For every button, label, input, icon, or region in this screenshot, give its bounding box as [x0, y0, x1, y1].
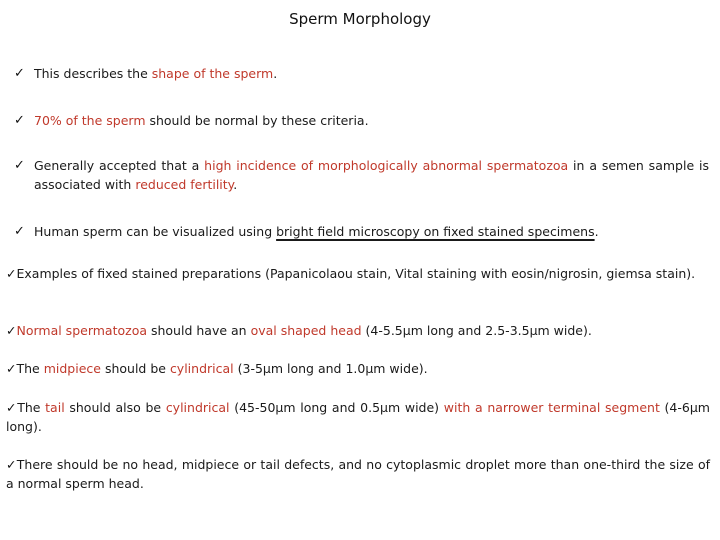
- highlighted-term: shape of the sperm: [151, 66, 274, 81]
- list-item: [6, 359, 710, 378]
- text-segment: .: [233, 177, 238, 192]
- text-segment: .: [594, 224, 599, 239]
- text-segment: The: [17, 400, 46, 415]
- underlined-term: bright field microscopy on fixed stained specimens: [276, 224, 595, 239]
- text-segment: Generally accepted that a: [34, 158, 205, 173]
- text-segment: should be: [100, 361, 170, 376]
- highlighted-term: reduced fertility: [135, 177, 234, 192]
- text-segment: Human sperm can be visualized using: [34, 224, 277, 239]
- highlighted-term: cylindrical: [165, 400, 230, 415]
- text-segment: (45-50µm long and 0.5µm wide): [229, 400, 444, 415]
- text-segment: (4-6µm long).: [6, 400, 710, 434]
- text-segment: Examples of fixed stained preparations (Papanicolaou stain, Vital staining with eosin/nigrosin, giemsa stain).: [16, 266, 696, 281]
- text-segment: (4-5.5µm long and 2.5-3.5µm wide).: [361, 323, 592, 338]
- highlighted-term: with a narrower terminal segment: [443, 400, 660, 415]
- highlighted-term: cylindrical: [169, 361, 234, 376]
- checkmark-icon: ✓: [14, 224, 25, 239]
- text-segment: This describes the: [34, 66, 152, 81]
- list-item: [6, 321, 710, 340]
- item-text: [34, 111, 709, 130]
- text-segment: should have an: [147, 323, 251, 338]
- item-text: [16, 361, 427, 376]
- checkmark-icon: ✓: [6, 361, 17, 376]
- text-segment: should also be: [64, 400, 166, 415]
- checkmark-icon: ✓: [6, 400, 18, 415]
- item-text: [34, 222, 709, 241]
- checkmark-icon: ✓: [6, 323, 17, 338]
- text-segment: in a semen sample is associated with: [34, 158, 709, 192]
- text-segment: should be normal by these criteria.: [145, 113, 369, 128]
- text-segment: (3-5µm long and 1.0µm wide).: [233, 361, 428, 376]
- text-segment: There should be no head, midpiece or tail defects, and no cytoplasmic droplet more than one-third the size of a normal sperm head.: [6, 457, 710, 491]
- text-segment: The: [16, 361, 44, 376]
- highlighted-term: oval shaped head: [250, 323, 362, 338]
- item-text: [16, 323, 591, 338]
- highlighted-term: midpiece: [43, 361, 101, 376]
- item-text: [6, 457, 710, 491]
- checkmark-icon: ✓: [14, 113, 25, 128]
- item-text: [34, 64, 709, 83]
- highlighted-term: Normal spermatozoa: [16, 323, 147, 338]
- item-text: [34, 156, 709, 194]
- checkmark-icon: ✓: [6, 457, 17, 472]
- list-item: [14, 64, 709, 83]
- list-item: [6, 264, 710, 283]
- item-text: [16, 266, 695, 281]
- list-item: [14, 156, 709, 194]
- item-text: [6, 400, 710, 434]
- checkmark-icon: ✓: [14, 158, 25, 173]
- list-item: [6, 455, 710, 493]
- highlighted-term: 70% of the sperm: [34, 113, 146, 128]
- highlighted-term: tail: [45, 400, 65, 415]
- text-segment: .: [273, 66, 278, 81]
- page-title: Sperm Morphology: [289, 10, 431, 28]
- checkmark-icon: ✓: [6, 266, 17, 281]
- checkmark-icon: ✓: [14, 66, 25, 81]
- list-item: [14, 222, 709, 241]
- list-item: [14, 111, 709, 130]
- highlighted-term: high incidence of morphologically abnormal spermatozoa: [204, 158, 569, 173]
- list-item: [6, 398, 710, 436]
